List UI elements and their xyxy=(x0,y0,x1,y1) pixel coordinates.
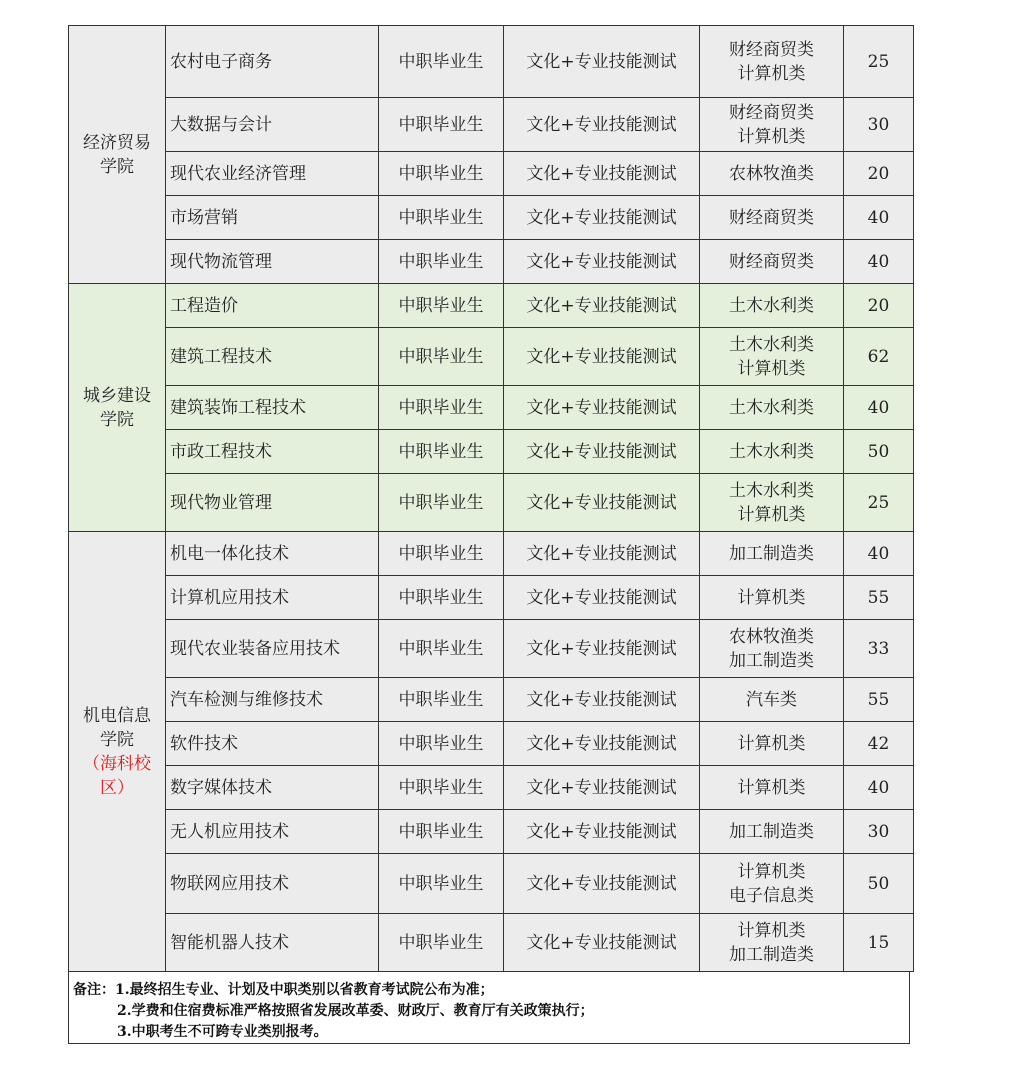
category-cell xyxy=(700,284,844,328)
target-cell: 中职毕业生 xyxy=(379,474,504,532)
target-cell: 中职毕业生 xyxy=(379,678,504,722)
college-cell xyxy=(69,26,166,284)
category-cell xyxy=(700,474,844,532)
plan-count-cell: 25 xyxy=(844,26,914,98)
table-row xyxy=(69,914,914,972)
category-cell xyxy=(700,386,844,430)
exam-method-cell: 文化+专业技能测试 xyxy=(504,620,700,678)
category-cell xyxy=(700,854,844,914)
plan-count-cell: 40 xyxy=(844,240,914,284)
exam-method-cell: 文化+专业技能测试 xyxy=(504,284,700,328)
college-name-line: 经济贸易 xyxy=(83,132,151,153)
exam-method-cell: 文化+专业技能测试 xyxy=(504,26,700,98)
category-cell xyxy=(700,328,844,386)
college-name-line: 学院 xyxy=(100,729,134,750)
table-row xyxy=(69,152,914,196)
table-row xyxy=(69,810,914,854)
major-cell: 工程造价 xyxy=(166,284,379,328)
category-line: 加工制造类 xyxy=(729,821,814,842)
target-cell: 中职毕业生 xyxy=(379,26,504,98)
target-cell: 中职毕业生 xyxy=(379,576,504,620)
plan-count-cell: 20 xyxy=(844,284,914,328)
table-row xyxy=(69,328,914,386)
category-line: 计算机类 xyxy=(737,733,806,754)
exam-method-cell: 文化+专业技能测试 xyxy=(504,152,700,196)
college-name-line: 学院 xyxy=(100,156,134,177)
college-cell xyxy=(69,284,166,532)
category-line: 土木水利类 xyxy=(729,334,814,355)
category-line: 财经商贸类 xyxy=(729,102,814,123)
plan-count-cell: 40 xyxy=(844,196,914,240)
major-cell: 大数据与会计 xyxy=(166,98,379,152)
remark-line-3: 3.中职考生不可跨专业类别报考。 xyxy=(117,1024,328,1040)
plan-count-cell: 15 xyxy=(844,914,914,972)
major-cell: 建筑工程技术 xyxy=(166,328,379,386)
category-cell xyxy=(700,98,844,152)
major-cell: 农村电子商务 xyxy=(166,26,379,98)
category-line: 农林牧渔类 xyxy=(729,626,814,647)
table-row xyxy=(69,766,914,810)
category-line: 计算机类 xyxy=(737,920,806,941)
target-cell: 中职毕业生 xyxy=(379,152,504,196)
plan-count-cell: 40 xyxy=(844,386,914,430)
major-cell: 现代物流管理 xyxy=(166,240,379,284)
major-cell: 汽车检测与维修技术 xyxy=(166,678,379,722)
plan-count-cell: 55 xyxy=(844,678,914,722)
target-cell: 中职毕业生 xyxy=(379,914,504,972)
category-line: 计算机类 xyxy=(737,358,806,379)
target-cell: 中职毕业生 xyxy=(379,620,504,678)
target-cell: 中职毕业生 xyxy=(379,284,504,328)
target-cell: 中职毕业生 xyxy=(379,766,504,810)
category-line: 土木水利类 xyxy=(729,480,814,501)
major-cell: 物联网应用技术 xyxy=(166,854,379,914)
category-line: 财经商贸类 xyxy=(729,207,814,228)
category-line: 财经商贸类 xyxy=(729,251,814,272)
target-cell: 中职毕业生 xyxy=(379,722,504,766)
major-cell: 建筑装饰工程技术 xyxy=(166,386,379,430)
table-row xyxy=(69,196,914,240)
category-cell xyxy=(700,576,844,620)
exam-method-cell: 文化+专业技能测试 xyxy=(504,914,700,972)
exam-method-cell: 文化+专业技能测试 xyxy=(504,810,700,854)
table-row xyxy=(69,98,914,152)
category-line: 加工制造类 xyxy=(729,543,814,564)
target-cell: 中职毕业生 xyxy=(379,196,504,240)
exam-method-cell: 文化+专业技能测试 xyxy=(504,722,700,766)
plan-count-cell: 62 xyxy=(844,328,914,386)
category-line: 计算机类 xyxy=(737,777,806,798)
remarks-box xyxy=(68,972,910,1044)
target-cell: 中职毕业生 xyxy=(379,810,504,854)
plan-count-cell: 50 xyxy=(844,430,914,474)
category-line: 财经商贸类 xyxy=(729,39,814,60)
exam-method-cell: 文化+专业技能测试 xyxy=(504,532,700,576)
college-cell xyxy=(69,532,166,972)
plan-count-cell: 50 xyxy=(844,854,914,914)
major-cell: 数字媒体技术 xyxy=(166,766,379,810)
major-cell: 市场营销 xyxy=(166,196,379,240)
plan-count-cell: 33 xyxy=(844,620,914,678)
campus-note-line: 区） xyxy=(100,777,134,798)
exam-method-cell: 文化+专业技能测试 xyxy=(504,196,700,240)
plan-count-cell: 55 xyxy=(844,576,914,620)
target-cell: 中职毕业生 xyxy=(379,430,504,474)
category-cell xyxy=(700,532,844,576)
exam-method-cell: 文化+专业技能测试 xyxy=(504,678,700,722)
category-cell xyxy=(700,722,844,766)
table-row xyxy=(69,284,914,328)
category-line: 土木水利类 xyxy=(729,397,814,418)
college-name-line: 城乡建设 xyxy=(83,385,151,406)
major-cell: 市政工程技术 xyxy=(166,430,379,474)
plan-count-cell: 30 xyxy=(844,98,914,152)
exam-method-cell: 文化+专业技能测试 xyxy=(504,474,700,532)
category-cell xyxy=(700,678,844,722)
target-cell: 中职毕业生 xyxy=(379,386,504,430)
major-cell: 计算机应用技术 xyxy=(166,576,379,620)
plan-count-cell: 42 xyxy=(844,722,914,766)
major-cell: 现代物业管理 xyxy=(166,474,379,532)
table-row xyxy=(69,620,914,678)
table-row xyxy=(69,26,914,98)
category-line: 加工制造类 xyxy=(729,650,814,671)
plan-count-cell: 40 xyxy=(844,532,914,576)
table-row xyxy=(69,474,914,532)
plan-count-cell: 30 xyxy=(844,810,914,854)
category-cell xyxy=(700,26,844,98)
exam-method-cell: 文化+专业技能测试 xyxy=(504,766,700,810)
plan-count-cell: 40 xyxy=(844,766,914,810)
major-cell: 机电一体化技术 xyxy=(166,532,379,576)
plan-count-cell: 25 xyxy=(844,474,914,532)
enrollment-plan-sheet xyxy=(68,25,913,1044)
table-row xyxy=(69,532,914,576)
major-cell: 无人机应用技术 xyxy=(166,810,379,854)
category-cell xyxy=(700,810,844,854)
category-cell xyxy=(700,620,844,678)
category-line: 汽车类 xyxy=(746,689,797,710)
major-cell: 智能机器人技术 xyxy=(166,914,379,972)
category-cell xyxy=(700,766,844,810)
college-name-line: 学院 xyxy=(100,409,134,430)
table-row xyxy=(69,240,914,284)
exam-method-cell: 文化+专业技能测试 xyxy=(504,328,700,386)
target-cell: 中职毕业生 xyxy=(379,854,504,914)
target-cell: 中职毕业生 xyxy=(379,98,504,152)
category-line: 计算机类 xyxy=(737,63,806,84)
category-line: 计算机类 xyxy=(737,504,806,525)
enrollment-table xyxy=(68,25,914,972)
category-cell xyxy=(700,152,844,196)
category-line: 农林牧渔类 xyxy=(729,163,814,184)
major-cell: 现代农业装备应用技术 xyxy=(166,620,379,678)
category-cell xyxy=(700,914,844,972)
target-cell: 中职毕业生 xyxy=(379,240,504,284)
category-line: 计算机类 xyxy=(737,587,806,608)
table-row xyxy=(69,854,914,914)
plan-count-cell: 20 xyxy=(844,152,914,196)
remark-line-1: 备注：1.最终招生专业、计划及中职类别以省教育考试院公布为准； xyxy=(73,982,494,998)
table-row xyxy=(69,576,914,620)
remark-line-2: 2.学费和住宿费标准严格按照省发展改革委、财政厅、教育厅有关政策执行； xyxy=(117,1003,594,1019)
category-line: 计算机类 xyxy=(737,126,806,147)
table-row xyxy=(69,386,914,430)
category-line: 计算机类 xyxy=(737,861,806,882)
exam-method-cell: 文化+专业技能测试 xyxy=(504,854,700,914)
table-row xyxy=(69,430,914,474)
category-line: 加工制造类 xyxy=(729,944,814,965)
target-cell: 中职毕业生 xyxy=(379,532,504,576)
exam-method-cell: 文化+专业技能测试 xyxy=(504,430,700,474)
major-cell: 软件技术 xyxy=(166,722,379,766)
college-name-line: 机电信息 xyxy=(83,705,151,726)
target-cell: 中职毕业生 xyxy=(379,328,504,386)
exam-method-cell: 文化+专业技能测试 xyxy=(504,386,700,430)
table-row xyxy=(69,722,914,766)
exam-method-cell: 文化+专业技能测试 xyxy=(504,240,700,284)
category-cell xyxy=(700,240,844,284)
category-line: 土木水利类 xyxy=(729,295,814,316)
category-line: 电子信息类 xyxy=(729,885,814,906)
category-line: 土木水利类 xyxy=(729,441,814,462)
category-cell xyxy=(700,430,844,474)
major-cell: 现代农业经济管理 xyxy=(166,152,379,196)
exam-method-cell: 文化+专业技能测试 xyxy=(504,98,700,152)
exam-method-cell: 文化+专业技能测试 xyxy=(504,576,700,620)
campus-note-line: （海科校 xyxy=(83,753,151,774)
table-row xyxy=(69,678,914,722)
category-cell xyxy=(700,196,844,240)
